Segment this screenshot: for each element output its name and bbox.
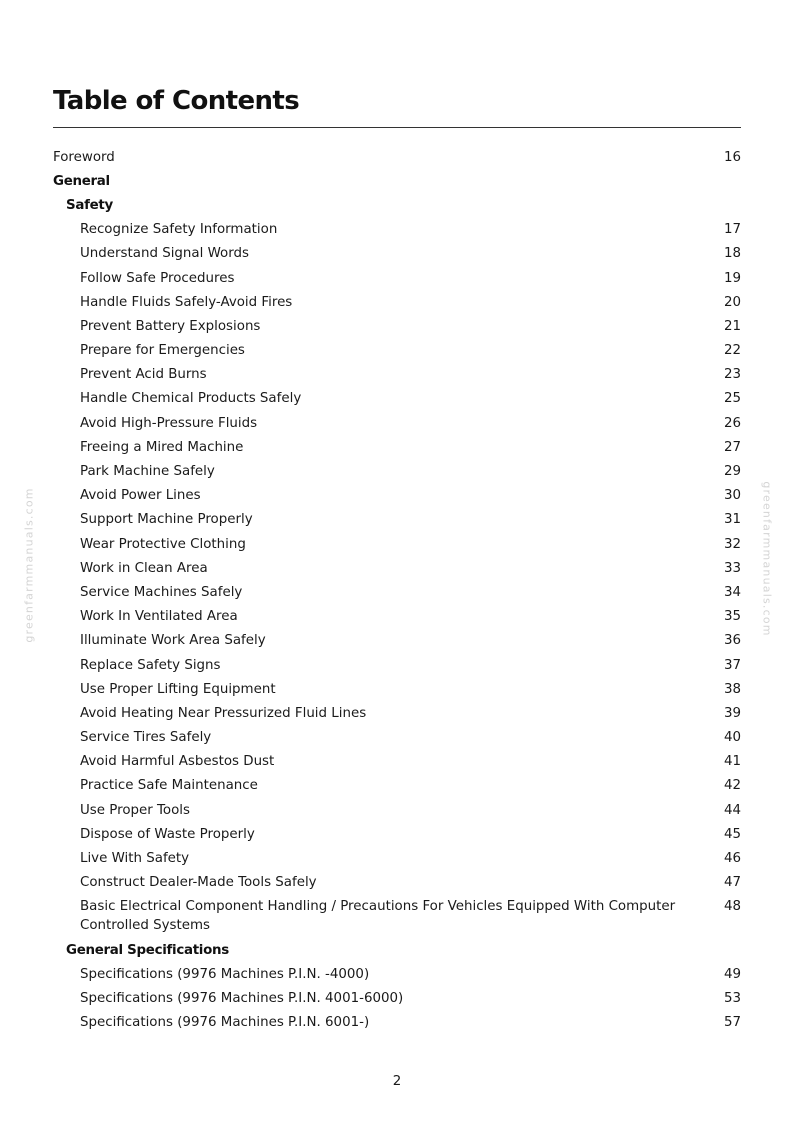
toc-entry-title: Use Proper Tools <box>80 802 191 818</box>
toc-entry-title: Recognize Safety Information <box>80 222 278 238</box>
toc-entry[interactable] <box>53 459 741 483</box>
toc-entry[interactable] <box>53 871 741 895</box>
toc-entry-title: Specifications (9976 Machines P.I.N. -4000) <box>80 966 370 982</box>
toc-entry-page: 18 <box>723 246 741 262</box>
toc-entry-page: 19 <box>723 270 741 286</box>
toc-entry-title: Use Proper Lifting Equipment <box>80 681 276 697</box>
toc-entry-page: 35 <box>723 609 741 625</box>
toc-entry-title: Practice Safe Maintenance <box>80 778 258 794</box>
toc-entry-foreword[interactable] <box>53 145 741 169</box>
toc-entry-page: 29 <box>723 464 741 480</box>
toc-entry[interactable] <box>53 411 741 435</box>
toc-entry[interactable] <box>53 242 741 266</box>
toc-entry[interactable] <box>53 218 741 242</box>
toc-entry-page: 20 <box>723 294 741 310</box>
toc-entry-title: Dispose of Waste Properly <box>80 826 255 842</box>
toc-entry[interactable] <box>53 962 741 986</box>
toc-section-title: Safety <box>66 197 113 213</box>
toc-entry[interactable] <box>53 986 741 1010</box>
toc-section-safety[interactable] <box>53 193 741 217</box>
toc-entry-title: Foreword <box>53 149 115 165</box>
toc-entry[interactable] <box>53 314 741 338</box>
toc-entry[interactable] <box>53 895 741 938</box>
toc-entry-title: Construct Dealer-Made Tools Safely <box>80 875 317 891</box>
toc-entry[interactable] <box>53 508 741 532</box>
toc-entry-page: 45 <box>723 826 741 842</box>
toc-entry-page: 30 <box>723 488 741 504</box>
toc-entry-title: Park Machine Safely <box>80 464 215 480</box>
toc-entry-title: Handle Chemical Products Safely <box>80 391 302 407</box>
toc-entry-title: Freeing a Mired Machine <box>80 439 244 455</box>
toc-entry[interactable] <box>53 629 741 653</box>
toc-entry-title: Basic Electrical Component Handling / Precautions For Vehicles Equipped With Computer Controlled Systems <box>80 899 676 934</box>
toc-entry-page: 33 <box>723 560 741 576</box>
toc-entry-page: 31 <box>723 512 741 528</box>
toc-entry-title: Wear Protective Clothing <box>80 536 246 552</box>
toc-section-general[interactable] <box>53 169 741 193</box>
page-number: 2 <box>392 1074 402 1089</box>
toc-entry-page: 22 <box>723 343 741 359</box>
toc-entry-page: 38 <box>723 681 741 697</box>
toc-entry[interactable] <box>53 1011 741 1035</box>
toc-entry-page: 47 <box>723 875 741 891</box>
toc-entry-title: Specifications (9976 Machines P.I.N. 6001-) <box>80 1015 370 1031</box>
toc-section-general-specifications[interactable] <box>53 938 741 962</box>
toc-entry-title: Service Tires Safely <box>80 730 212 746</box>
toc-entry-page: 21 <box>723 318 741 334</box>
toc-entry[interactable] <box>53 774 741 798</box>
toc-entry-page: 40 <box>723 730 741 746</box>
toc-entry-title: Prevent Acid Burns <box>80 367 207 383</box>
toc-section-title: General <box>53 173 110 189</box>
toc-entry[interactable] <box>53 580 741 604</box>
watermark-left: greenfarmmanuals.com <box>22 487 36 643</box>
toc-entry-page: 44 <box>723 802 741 818</box>
toc-entry-page: 42 <box>723 778 741 794</box>
toc-entry-page: 32 <box>723 536 741 552</box>
toc-entry-page: 23 <box>723 367 741 383</box>
toc-entry-page: 37 <box>723 657 741 673</box>
toc-entry-title: Service Machines Safely <box>80 584 243 600</box>
toc-entry-title: Avoid Harmful Asbestos Dust <box>80 754 275 770</box>
toc-entry[interactable] <box>53 556 741 580</box>
toc-entry[interactable] <box>53 677 741 701</box>
toc-entry-page: 41 <box>723 754 741 770</box>
toc-entry-page: 36 <box>723 633 741 649</box>
toc-entry[interactable] <box>53 484 741 508</box>
toc-entry[interactable] <box>53 363 741 387</box>
toc-entry[interactable] <box>53 290 741 314</box>
page-title: Table of Contents <box>53 86 300 116</box>
toc-entry-page: 25 <box>723 391 741 407</box>
title-divider <box>53 127 741 128</box>
toc-entry-title: Prepare for Emergencies <box>80 343 245 359</box>
toc-entry[interactable] <box>53 726 741 750</box>
toc-entry[interactable] <box>53 822 741 846</box>
toc-entry-title: Specifications (9976 Machines P.I.N. 4001-6000) <box>80 990 404 1006</box>
toc-entry[interactable] <box>53 750 741 774</box>
toc-entry-title: Avoid Power Lines <box>80 488 201 504</box>
toc-entry[interactable] <box>53 387 741 411</box>
toc-entry-page: 34 <box>723 584 741 600</box>
watermark-right: greenfarmmanuals.com <box>760 481 774 637</box>
toc-entry-page: 39 <box>723 705 741 721</box>
toc-entry-page: 48 <box>723 899 741 915</box>
toc-entry-page: 16 <box>723 149 741 165</box>
toc-entry-page: 49 <box>723 966 741 982</box>
toc-entry-page: 26 <box>723 415 741 431</box>
toc-entry[interactable] <box>53 435 741 459</box>
toc-entry-title: Prevent Battery Explosions <box>80 318 261 334</box>
toc-entry[interactable] <box>53 532 741 556</box>
toc-entry[interactable] <box>53 266 741 290</box>
toc-entry[interactable] <box>53 846 741 870</box>
toc-entry-title: Avoid Heating Near Pressurized Fluid Lines <box>80 705 367 721</box>
toc-entry-title: Follow Safe Procedures <box>80 270 235 286</box>
toc-entry-title: Support Machine Properly <box>80 512 253 528</box>
toc-list <box>53 145 741 1035</box>
toc-entry-title: Live With Safety <box>80 851 190 867</box>
toc-entry-title: Replace Safety Signs <box>80 657 221 673</box>
toc-entry[interactable] <box>53 701 741 725</box>
toc-entry-title: Illuminate Work Area Safely <box>80 633 266 649</box>
toc-entry-title: Avoid High-Pressure Fluids <box>80 415 258 431</box>
toc-entry-title: Work In Ventilated Area <box>80 609 238 625</box>
toc-entry-page: 27 <box>723 439 741 455</box>
toc-entry-page: 57 <box>723 1015 741 1031</box>
toc-entry[interactable] <box>53 798 741 822</box>
toc-entry-title: Work in Clean Area <box>80 560 208 576</box>
toc-entry-page: 53 <box>723 990 741 1006</box>
toc-entry[interactable] <box>53 653 741 677</box>
toc-section-title: General Specifications <box>66 942 229 958</box>
toc-entry-title: Handle Fluids Safely-Avoid Fires <box>80 294 293 310</box>
toc-entry-page: 46 <box>723 851 741 867</box>
toc-entry[interactable] <box>53 605 741 629</box>
toc-entry[interactable] <box>53 339 741 363</box>
toc-entry-title: Understand Signal Words <box>80 246 249 262</box>
toc-entry-page: 17 <box>723 222 741 238</box>
